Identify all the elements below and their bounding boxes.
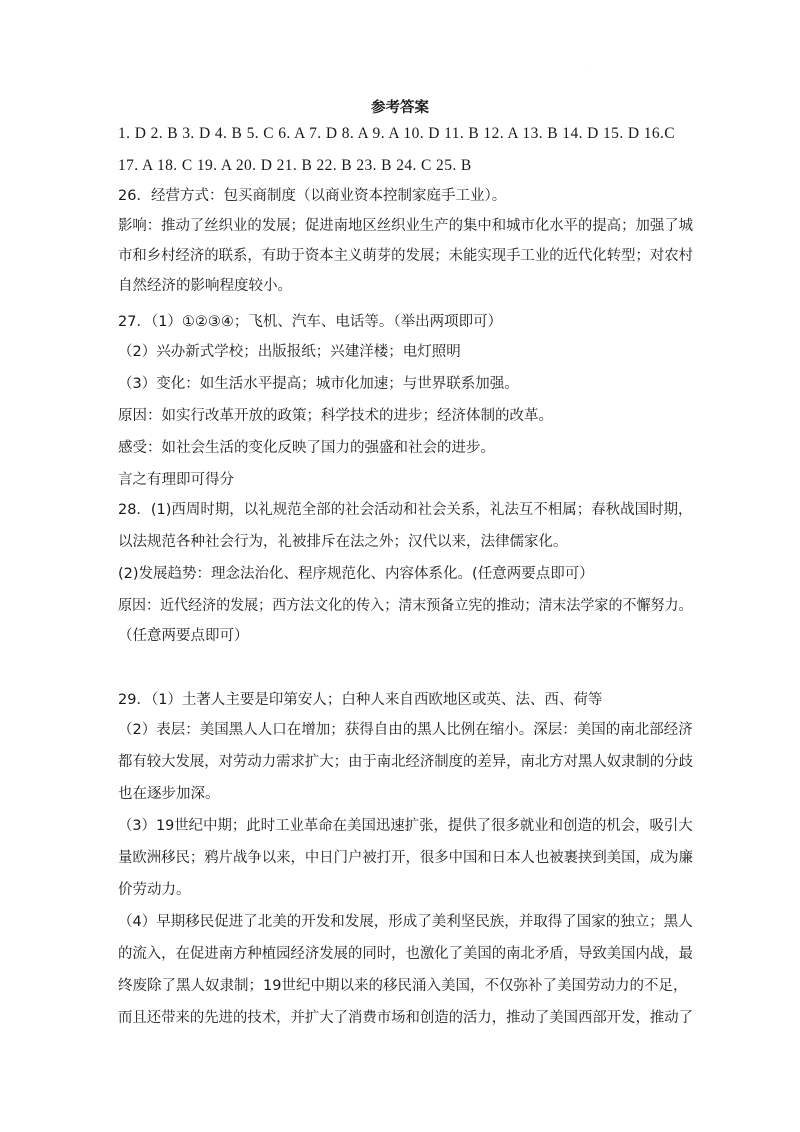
answer-line-27-feeling: 感受：如社会生活的变化反映了国力的强盛和社会的进步。 [118,440,495,456]
answer-line-28-2: (2)发展趋势：理念法治化、程序规范化、内容体系化。(任意两要点即可） [118,566,594,582]
answer-line-28-note: （任意两要点即可） [118,628,249,644]
answer-line-27-3: （3）变化：如生活水平提高；城市化加速；与世界联系加强。 [118,376,519,392]
answer-line-26-impact-1: 影响：推动了丝织业的发展；促进南地区丝织业生产的集中和城市化水平的提高；加强了城 [118,218,694,234]
page-mark: · [588,66,590,73]
answer-line-mc-2: 17. A 18. C 19. A 20. D 21. B 22. B 23. B 24. C 25. B [118,157,472,174]
answer-line-28-reason: 原因：近代经济的发展；西方法文化的传入；清末预备立宪的推动；清末法学家的不懈努力。 [118,598,693,614]
answer-line-28-1a: 28．(1)西周时期，以礼规范全部的社会活动和社会关系，礼法互不相属；春秋战国时期， [118,502,693,518]
answer-line-29-4c: 终废除了黑人奴隶制；19世纪中期以来的移民涌入美国，不仅弥补了美国劳动力的不足， [118,978,688,994]
answer-line-26-method: 26．经营方式：包买商制度（以商业资本控制家庭手工业）。 [118,188,507,204]
answer-line-28-1b: 以法规范各种社会行为，礼被排斥在法之外；汉代以来，法律儒家化。 [118,534,568,550]
answer-line-29-4a: （4）早期移民促进了北美的开发和发展，形成了美利坚民族，并取得了国家的独立；黑人 [118,914,693,930]
answer-line-29-3a: （3）19世纪中期；此时工业革命在美国迅速扩张，提供了很多就业和创造的机会，吸引大 [118,818,693,834]
page-title: 参考答案 [371,100,429,116]
answer-line-29-4b: 的流入，在促进南方种植园经济发展的同时，也激化了美国的南北矛盾，导致美国内战，最 [118,946,694,962]
answer-line-29-1: 29．（1）土著人主要是印第安人；白种人来自西欧地区或英、法、西、荷等 [118,692,603,708]
answer-line-27-1: 27．（1）①②③④；飞机、汽车、电话等。（举出两项即可） [118,314,503,330]
answer-line-27-reason: 原因：如实行改革开放的政策；科学技术的进步；经济体制的改革。 [118,408,553,424]
answer-line-26-impact-2: 市和乡村经济的联系，有助于资本主义萌芽的发展；未能实现手工业的近代化转型；对农村 [118,248,694,264]
answer-line-27-note: 言之有理即可得分 [118,472,234,488]
answer-line-29-2a: （2）表层：美国黑人人口在增加；获得自由的黑人比例在缩小。深层：美国的南北部经济 [118,722,693,738]
answer-line-mc-1: 1. D 2. B 3. D 4. B 5. C 6. A 7. D 8. A 9. A 10. D 11. B 12. A 13. B 14. D 15. D 16.C [118,125,676,142]
answer-line-29-3c: 价劳动力。 [118,882,191,898]
answer-line-29-3b: 量欧洲移民；鸦片战争以来，中日门户被打开，很多中国和日本人也被裹挟到美国，成为廉 [118,850,694,866]
answer-line-27-2: （2）兴办新式学校；出版报纸；兴建洋楼；电灯照明 [118,344,461,360]
answer-line-26-impact-3: 自然经济的影响程度较小。 [118,278,292,294]
answer-line-29-2c: 也在逐步加深。 [118,786,220,802]
answer-line-29-2b: 都有较大发展，对劳动力需求扩大；由于南北经济制度的差异，南北方对黑人奴隶制的分歧 [118,754,694,770]
answer-line-29-4d: 而且还带来的先进的技术，并扩大了消费市场和创造的活力，推动了美国西部开发，推动了 [118,1010,694,1026]
